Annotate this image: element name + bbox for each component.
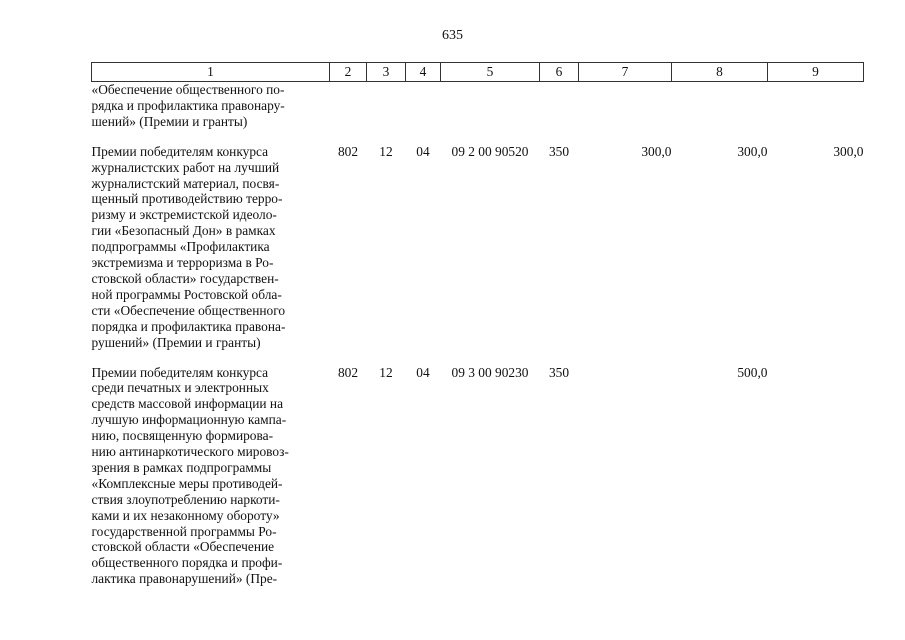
table-header-row xyxy=(92,63,864,82)
row-spacer xyxy=(92,351,864,365)
column-header-9: 9 xyxy=(768,63,864,82)
cell-amount-col8: 300,0 xyxy=(737,143,768,159)
row-description: «Обеспечение общественного по- рядка и профилактика правонару- шений» (Премии и гранты) xyxy=(91,82,285,129)
cell-amount-col8: 500,0 xyxy=(737,364,768,380)
row-description: Премии победителям конкурса журналистских работ на лучший журналистский материал, посвя- щенный противодействию терро- ризму и экстремистской идеоло- гии «Безопасный Дон» в рамках подпрограммы «Профилактика экстремизма и терроризма в Ро- стовской области» государствен- ной программы Ростовской обла- сти «Обеспечение общественного порядка и профилактика правона- рушений» (Премии и гранты) xyxy=(91,143,286,350)
table-row xyxy=(92,365,864,588)
cell-subsection: 04 xyxy=(416,143,430,159)
cell-amount-col9 xyxy=(768,82,864,130)
column-header-7: 7 xyxy=(579,63,672,82)
cell-expense-type: 350 xyxy=(548,364,570,380)
cell-subsection xyxy=(406,82,441,130)
column-header-3: 3 xyxy=(367,63,406,82)
cell-amount-col7: 300,0 xyxy=(641,143,672,159)
cell-target-article xyxy=(441,82,540,130)
table-row xyxy=(92,144,864,351)
cell-amount-col9: 300,0 xyxy=(833,143,864,159)
cell-target-article: 09 2 00 90520 xyxy=(451,143,529,159)
cell-amount-col7 xyxy=(579,365,672,588)
cell-ministry-code: 802 xyxy=(337,143,359,159)
cell-expense-type xyxy=(540,82,579,130)
column-header-1: 1 xyxy=(92,63,330,82)
budget-table xyxy=(91,62,864,587)
cell-section: 12 xyxy=(379,143,393,159)
column-header-8: 8 xyxy=(672,63,768,82)
column-header-5: 5 xyxy=(441,63,540,82)
column-header-6: 6 xyxy=(540,63,579,82)
column-header-2: 2 xyxy=(330,63,367,82)
cell-ministry-code xyxy=(330,82,367,130)
column-header-4: 4 xyxy=(406,63,441,82)
row-description: Премии победителям конкурса среди печатных и электронных средств массовой информации на лучшую информационную кампа- нию, посвященную формирова- нию антинаркотического мировоз- зрения в рамках подпрограммы «Комплексные меры противодей- ствия злоупотреблению наркоти- ками и их незаконному обороту» государственной программы Ро- стовской области «Обеспечение общественного порядка и профи- лактика правонарушений» (Пре- xyxy=(91,364,289,587)
cell-amount-col8 xyxy=(672,82,768,130)
page-number: 635 xyxy=(442,28,463,43)
cell-subsection: 04 xyxy=(416,364,430,380)
cell-section xyxy=(367,82,406,130)
table-row xyxy=(92,82,864,130)
cell-amount-col7 xyxy=(579,82,672,130)
cell-target-article: 09 3 00 90230 xyxy=(451,364,529,380)
cell-ministry-code: 802 xyxy=(337,364,359,380)
cell-amount-col9 xyxy=(768,365,864,588)
cell-section: 12 xyxy=(379,364,393,380)
cell-expense-type: 350 xyxy=(548,143,570,159)
row-spacer xyxy=(92,130,864,144)
